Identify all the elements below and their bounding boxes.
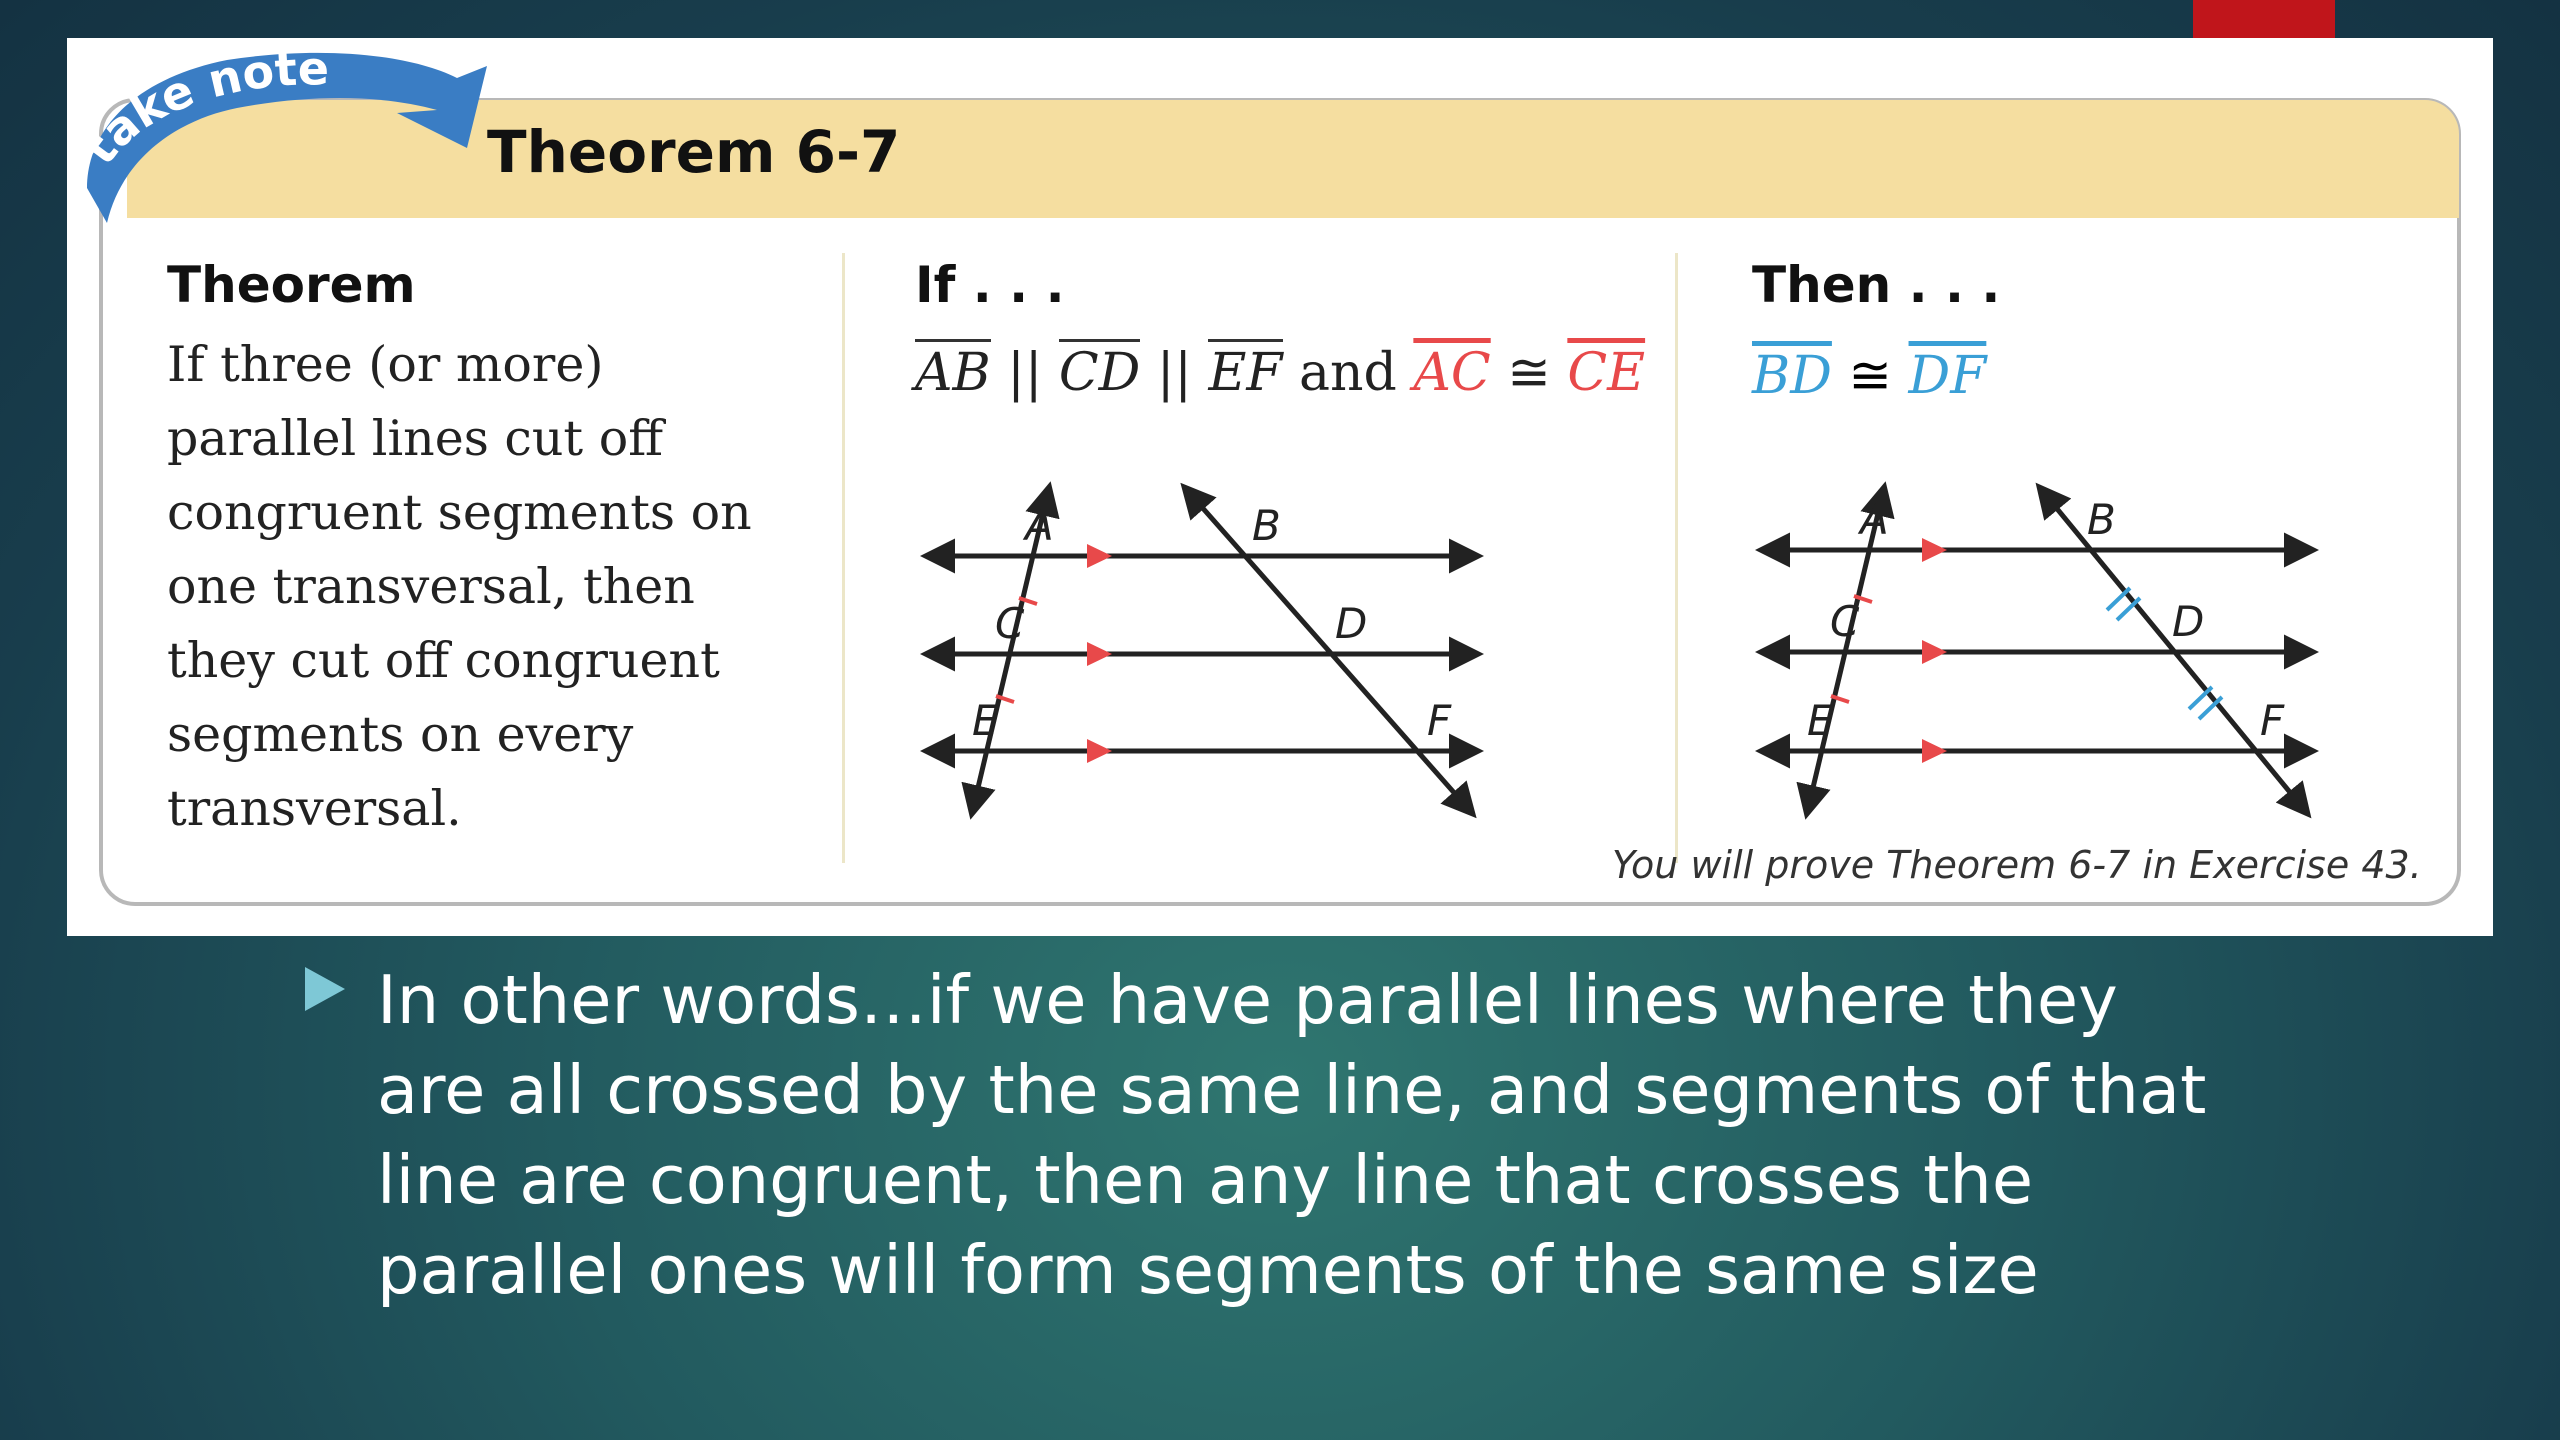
line-ef: EF: [1208, 343, 1283, 403]
point-label-b: B: [1252, 501, 1281, 550]
bullet-text: In other words…if we have parallel lines where they are all crossed by the same line, and segments of that line are congruent, then any line that crosses the parallel ones will form segments of the same size: [377, 961, 2207, 1309]
column-divider: [1675, 253, 1678, 863]
if-statement: [915, 343, 1645, 403]
segment-bd: $\overline{BD}$: [1752, 346, 1832, 406]
then-heading: Then . . .: [1752, 256, 2001, 314]
card-title: Theorem 6-7: [487, 118, 901, 186]
banner-text: take note: [72, 41, 330, 175]
take-note-banner: [67, 38, 487, 238]
theorem-statement: If three (or more) parallel lines cut off congruent segments on one transversal, then they cut off congruent segments on every transversal.: [167, 336, 752, 837]
point-label-f: F: [2260, 696, 2285, 745]
point-label-a: A: [1860, 495, 1889, 544]
segment-ac: $\overline{AC}$: [1413, 343, 1491, 403]
parallel-mark: [1087, 544, 1112, 568]
point-label-c: C: [1830, 597, 1860, 646]
if-diagram: [907, 428, 1507, 848]
parallel-symbol: ||: [1140, 343, 1209, 403]
line-cd: CD: [1058, 343, 1141, 403]
parallel-mark: [1087, 739, 1112, 763]
segment-df: $\overline{DF}$: [1908, 346, 1987, 406]
parallel-symbol: ||: [990, 343, 1059, 403]
congruence-tick-blue: [2107, 588, 2130, 610]
slide-accent-bar: [2193, 0, 2335, 38]
congruent-symbol: ≅: [1831, 346, 1909, 406]
footnote: You will prove Theorem 6-7 in Exercise 43.: [1612, 843, 2422, 887]
line-ab: AB: [915, 343, 991, 403]
parallel-mark: [1922, 538, 1947, 562]
column-divider: [842, 253, 845, 863]
point-label-e: E: [972, 696, 999, 745]
segment-ce: $\overline{CE}$: [1567, 343, 1646, 403]
theorem-heading: Theorem: [167, 256, 416, 314]
point-label-c: C: [995, 599, 1025, 648]
point-label-b: B: [2087, 495, 2116, 544]
point-label-a: A: [1025, 501, 1054, 550]
parallel-mark: [1922, 739, 1947, 763]
congruence-tick-blue: [2189, 687, 2212, 709]
transversal-bdf: [1185, 488, 1472, 813]
point-label-d: D: [2172, 597, 2205, 646]
if-heading: If . . .: [915, 256, 1065, 314]
then-diagram: [1742, 428, 2342, 848]
svg-text:take note: [72, 41, 329, 174]
then-statement: [1752, 346, 1986, 406]
and-word: and: [1282, 343, 1414, 403]
triangle-bullet-icon: [305, 967, 345, 1011]
point-label-d: D: [1335, 599, 1368, 648]
theorem-image: [67, 38, 2493, 936]
point-label-e: E: [1807, 696, 1834, 745]
congruent-symbol: ≅: [1490, 343, 1568, 403]
parallel-mark: [1922, 640, 1947, 664]
point-label-f: F: [1427, 696, 1452, 745]
parallel-mark: [1087, 642, 1112, 666]
